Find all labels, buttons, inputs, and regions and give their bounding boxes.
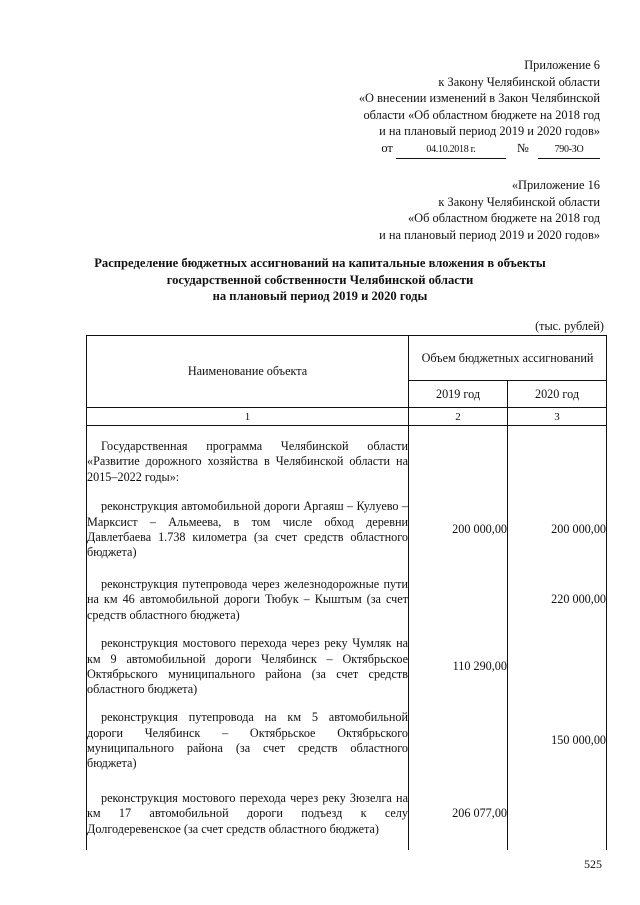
table-row [87, 704, 607, 778]
value-2019: 206 077,00 [409, 778, 508, 850]
column-number: 1 [87, 408, 409, 426]
value-2020: 200 000,00 [508, 490, 607, 570]
table-row [87, 630, 607, 704]
value-2020 [508, 630, 607, 704]
header-line: к Закону Челябинской области [438, 74, 600, 89]
column-header-2020: 2020 год [508, 381, 607, 408]
header-line: к Закону Челябинской области [438, 194, 600, 209]
table-row [87, 778, 607, 850]
header-line: Приложение 6 [524, 58, 600, 72]
header-line: «Приложение 16 [511, 178, 600, 192]
appendix-header [359, 57, 600, 159]
value-2019 [409, 434, 508, 490]
unit-label: (тыс. рублей) [535, 319, 604, 333]
title-line: Распределение бюджетных ассигнований на капитальные вложения в объекты [94, 256, 546, 270]
law-date: 04.10.2018 г. [396, 142, 506, 160]
column-header-volume: Объем бюджетных ассигнований [409, 336, 607, 381]
title-line: на плановый период 2019 и 2020 годы [212, 289, 428, 303]
value-2020: 150 000,00 [508, 704, 607, 778]
object-name: реконструкция мостового перехода через реку Чумляк на км 9 автомобильной дороги Челябинск – Октябрьское Октябрьского муниципального района (за счет средств областного бюджета) [87, 636, 408, 697]
header-line: области «Об областном бюджете на 2018 год [363, 107, 600, 122]
header-line: «О внесении изменений в Закон Челябинской [358, 91, 600, 105]
law-reference-line [359, 140, 600, 160]
value-2020 [508, 778, 607, 850]
table-row [87, 570, 607, 630]
value-2020: 220 000,00 [508, 570, 607, 630]
column-number: 3 [508, 408, 607, 426]
column-number: 2 [409, 408, 508, 426]
original-appendix-header [379, 177, 600, 243]
header-line: и на плановый период 2019 и 2020 годов» [379, 227, 600, 242]
law-number: 790-ЗО [538, 142, 600, 160]
table-row [87, 434, 607, 490]
value-2019: 110 290,00 [409, 630, 508, 704]
title-line: государственной собственности Челябинской области [166, 272, 474, 287]
object-name: реконструкция путепровода на км 5 автомобильной дороги Челябинск – Октябрьское Октябрьского муниципального района (за счет средств областного бюджета) [87, 710, 408, 771]
header-line: «Об областном бюджете на 2018 год [407, 211, 600, 225]
value-2019: 200 000,00 [409, 490, 508, 570]
document-title [40, 255, 600, 305]
budget-table [86, 335, 607, 850]
column-header-name: Наименование объекта [87, 336, 409, 408]
value-2020 [508, 434, 607, 490]
value-2019 [409, 704, 508, 778]
ref-from-label: от [381, 140, 393, 155]
ref-number-label: № [517, 140, 529, 155]
table-row [87, 490, 607, 570]
page-number: 525 [584, 857, 602, 871]
object-name: реконструкция автомобильной дороги Аргаяш – Кулуево – Марксист – Альмеева, в том числе обход деревни Давлетбаева 1.738 километра (за счет средств областного бюджета) [87, 499, 408, 560]
object-name: реконструкция путепровода через железнодорожные пути на км 46 автомобильной дороги Тюбук – Кыштым (за счет средств областного бюджета) [87, 577, 408, 622]
value-2019 [409, 570, 508, 630]
object-name: реконструкция мостового перехода через реку Зюзелга на км 17 автомобильной дороги подъезд к селу Долгодеревенское (за счет средств областного бюджета) [87, 791, 408, 836]
object-name: Государственная программа Челябинской области «Развитие дорожного хозяйства в Челябинской области на 2015–2022 годы»: [87, 439, 408, 484]
header-line: и на плановый период 2019 и 2020 годов» [379, 124, 600, 138]
column-header-2019: 2019 год [409, 381, 508, 408]
